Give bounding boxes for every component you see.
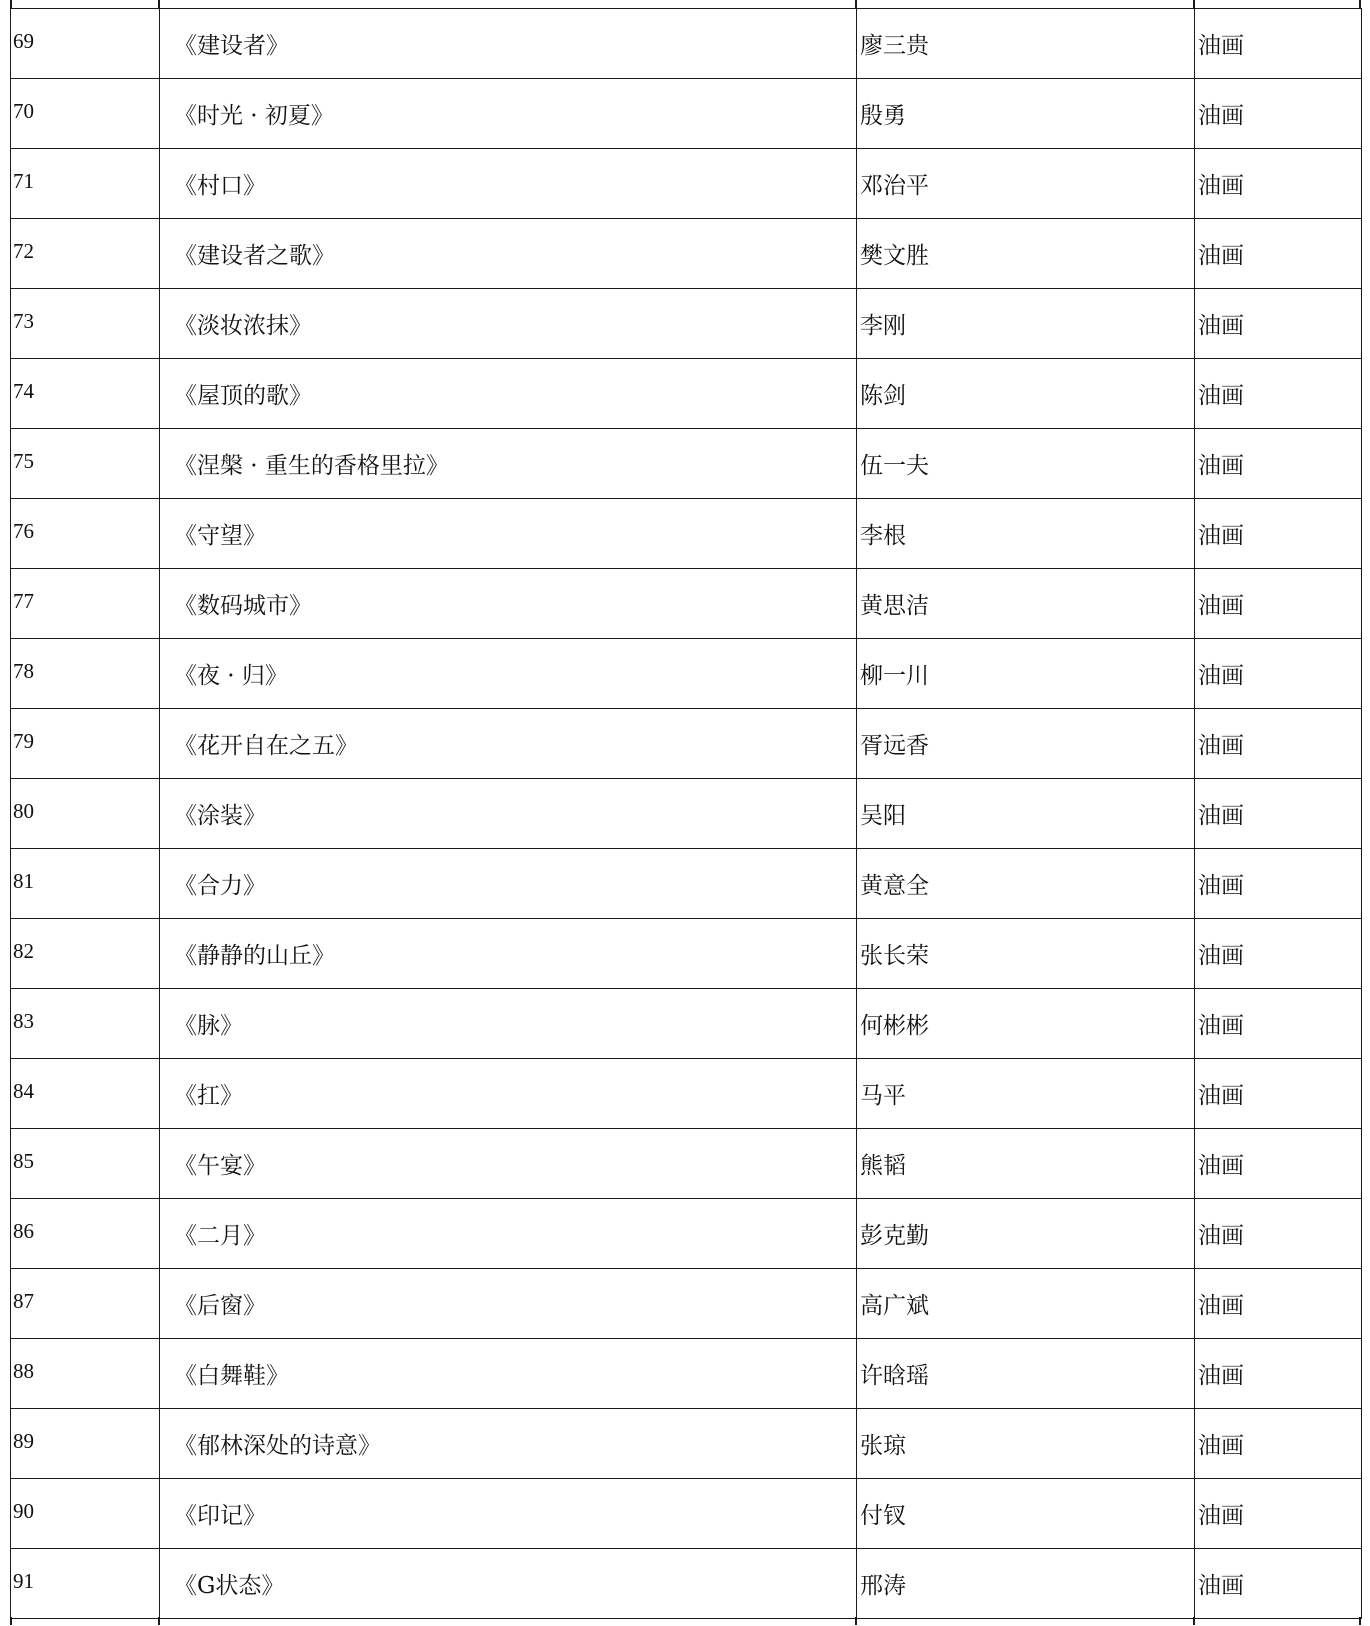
artist-name: 张长荣 — [857, 919, 1195, 989]
artwork-title: 《静静的山丘》 — [160, 919, 857, 989]
artist-name: 黄意全 — [857, 849, 1195, 919]
table-row — [11, 289, 1362, 359]
artwork-type: 油画 — [1195, 569, 1362, 639]
artwork-type: 油画 — [1195, 149, 1362, 219]
table-row — [11, 1549, 1362, 1619]
table-row — [11, 429, 1362, 499]
artist-name: 马平 — [857, 1059, 1195, 1129]
artwork-title: 《G状态》 — [160, 1549, 857, 1619]
row-number: 91 — [11, 1549, 160, 1619]
artist-name: 吴阳 — [857, 779, 1195, 849]
table-row — [11, 989, 1362, 1059]
artist-name: 殷勇 — [857, 79, 1195, 149]
artwork-title: 《守望》 — [160, 499, 857, 569]
table-row — [11, 709, 1362, 779]
artwork-title: 《涂装》 — [160, 779, 857, 849]
row-number: 75 — [11, 429, 160, 499]
table-row — [11, 1059, 1362, 1129]
artwork-type: 油画 — [1195, 499, 1362, 569]
table-row — [11, 9, 1362, 79]
artwork-type: 油画 — [1195, 709, 1362, 779]
table-row — [11, 849, 1362, 919]
artwork-type: 油画 — [1195, 79, 1362, 149]
artwork-title: 《建设者》 — [160, 9, 857, 79]
row-number: 80 — [11, 779, 160, 849]
row-number: 79 — [11, 709, 160, 779]
artwork-type: 油画 — [1195, 1479, 1362, 1549]
artwork-type: 油画 — [1195, 219, 1362, 289]
artwork-type: 油画 — [1195, 429, 1362, 499]
artist-name: 伍一夫 — [857, 429, 1195, 499]
artwork-title: 《扛》 — [160, 1059, 857, 1129]
artist-name: 熊韬 — [857, 1129, 1195, 1199]
artwork-type: 油画 — [1195, 849, 1362, 919]
artwork-title: 《淡妆浓抹》 — [160, 289, 857, 359]
artwork-title: 《屋顶的歌》 — [160, 359, 857, 429]
artwork-type: 油画 — [1195, 639, 1362, 709]
artwork-type: 油画 — [1195, 1409, 1362, 1479]
table-row — [11, 359, 1362, 429]
artwork-type: 油画 — [1195, 919, 1362, 989]
artist-name: 张琼 — [857, 1409, 1195, 1479]
row-number: 83 — [11, 989, 160, 1059]
artist-name: 李根 — [857, 499, 1195, 569]
row-number: 78 — [11, 639, 160, 709]
artwork-title: 《午宴》 — [160, 1129, 857, 1199]
table-row — [11, 1479, 1362, 1549]
artwork-title: 《夜 · 归》 — [160, 639, 857, 709]
table-row — [11, 149, 1362, 219]
artwork-title: 《二月》 — [160, 1199, 857, 1269]
artist-name: 柳一川 — [857, 639, 1195, 709]
table-row — [11, 779, 1362, 849]
artwork-title: 《花开自在之五》 — [160, 709, 857, 779]
artwork-type: 油画 — [1195, 779, 1362, 849]
row-number: 85 — [11, 1129, 160, 1199]
table-row — [11, 1199, 1362, 1269]
row-number: 89 — [11, 1409, 160, 1479]
artwork-title: 《印记》 — [160, 1479, 857, 1549]
artist-name: 胥远香 — [857, 709, 1195, 779]
row-number: 70 — [11, 79, 160, 149]
table-row — [11, 1129, 1362, 1199]
artwork-type: 油画 — [1195, 9, 1362, 79]
table-row — [11, 1409, 1362, 1479]
artist-name: 高广斌 — [857, 1269, 1195, 1339]
artwork-title: 《建设者之歌》 — [160, 219, 857, 289]
row-number: 84 — [11, 1059, 160, 1129]
artwork-title: 《脉》 — [160, 989, 857, 1059]
table-row — [11, 1339, 1362, 1409]
artwork-type: 油画 — [1195, 1269, 1362, 1339]
row-number: 86 — [11, 1199, 160, 1269]
artwork-type: 油画 — [1195, 1199, 1362, 1269]
previous-row-stub — [10, 0, 1361, 8]
row-number: 71 — [11, 149, 160, 219]
artwork-type: 油画 — [1195, 1129, 1362, 1199]
table-row — [11, 219, 1362, 289]
table-row — [11, 569, 1362, 639]
artwork-title: 《后窗》 — [160, 1269, 857, 1339]
row-number: 87 — [11, 1269, 160, 1339]
artwork-type: 油画 — [1195, 989, 1362, 1059]
artwork-type: 油画 — [1195, 1339, 1362, 1409]
next-row-stub — [10, 1617, 1361, 1625]
artwork-type: 油画 — [1195, 1549, 1362, 1619]
row-number: 82 — [11, 919, 160, 989]
table-row — [11, 79, 1362, 149]
artist-name: 邓治平 — [857, 149, 1195, 219]
row-number: 81 — [11, 849, 160, 919]
artist-name: 李刚 — [857, 289, 1195, 359]
artist-name: 廖三贵 — [857, 9, 1195, 79]
artwork-list-table — [10, 8, 1362, 1619]
row-number: 72 — [11, 219, 160, 289]
artwork-title: 《时光 · 初夏》 — [160, 79, 857, 149]
artist-name: 付钗 — [857, 1479, 1195, 1549]
row-number: 76 — [11, 499, 160, 569]
artist-name: 彭克勤 — [857, 1199, 1195, 1269]
artwork-title: 《合力》 — [160, 849, 857, 919]
artwork-title: 《白舞鞋》 — [160, 1339, 857, 1409]
artist-name: 陈剑 — [857, 359, 1195, 429]
row-number: 77 — [11, 569, 160, 639]
row-number: 73 — [11, 289, 160, 359]
artwork-type: 油画 — [1195, 1059, 1362, 1129]
artist-name: 邢涛 — [857, 1549, 1195, 1619]
artist-name: 何彬彬 — [857, 989, 1195, 1059]
table-body — [11, 9, 1362, 1619]
table-row — [11, 499, 1362, 569]
row-number: 88 — [11, 1339, 160, 1409]
artist-name: 樊文胜 — [857, 219, 1195, 289]
table-row — [11, 639, 1362, 709]
artwork-title: 《数码城市》 — [160, 569, 857, 639]
artwork-title: 《郁林深处的诗意》 — [160, 1409, 857, 1479]
table-row — [11, 919, 1362, 989]
row-number: 69 — [11, 9, 160, 79]
artwork-title: 《村口》 — [160, 149, 857, 219]
artist-name: 许晗瑶 — [857, 1339, 1195, 1409]
artwork-type: 油画 — [1195, 289, 1362, 359]
artist-name: 黄思洁 — [857, 569, 1195, 639]
row-number: 74 — [11, 359, 160, 429]
artwork-title: 《涅槃 · 重生的香格里拉》 — [160, 429, 857, 499]
row-number: 90 — [11, 1479, 160, 1549]
table-row — [11, 1269, 1362, 1339]
artwork-type: 油画 — [1195, 359, 1362, 429]
